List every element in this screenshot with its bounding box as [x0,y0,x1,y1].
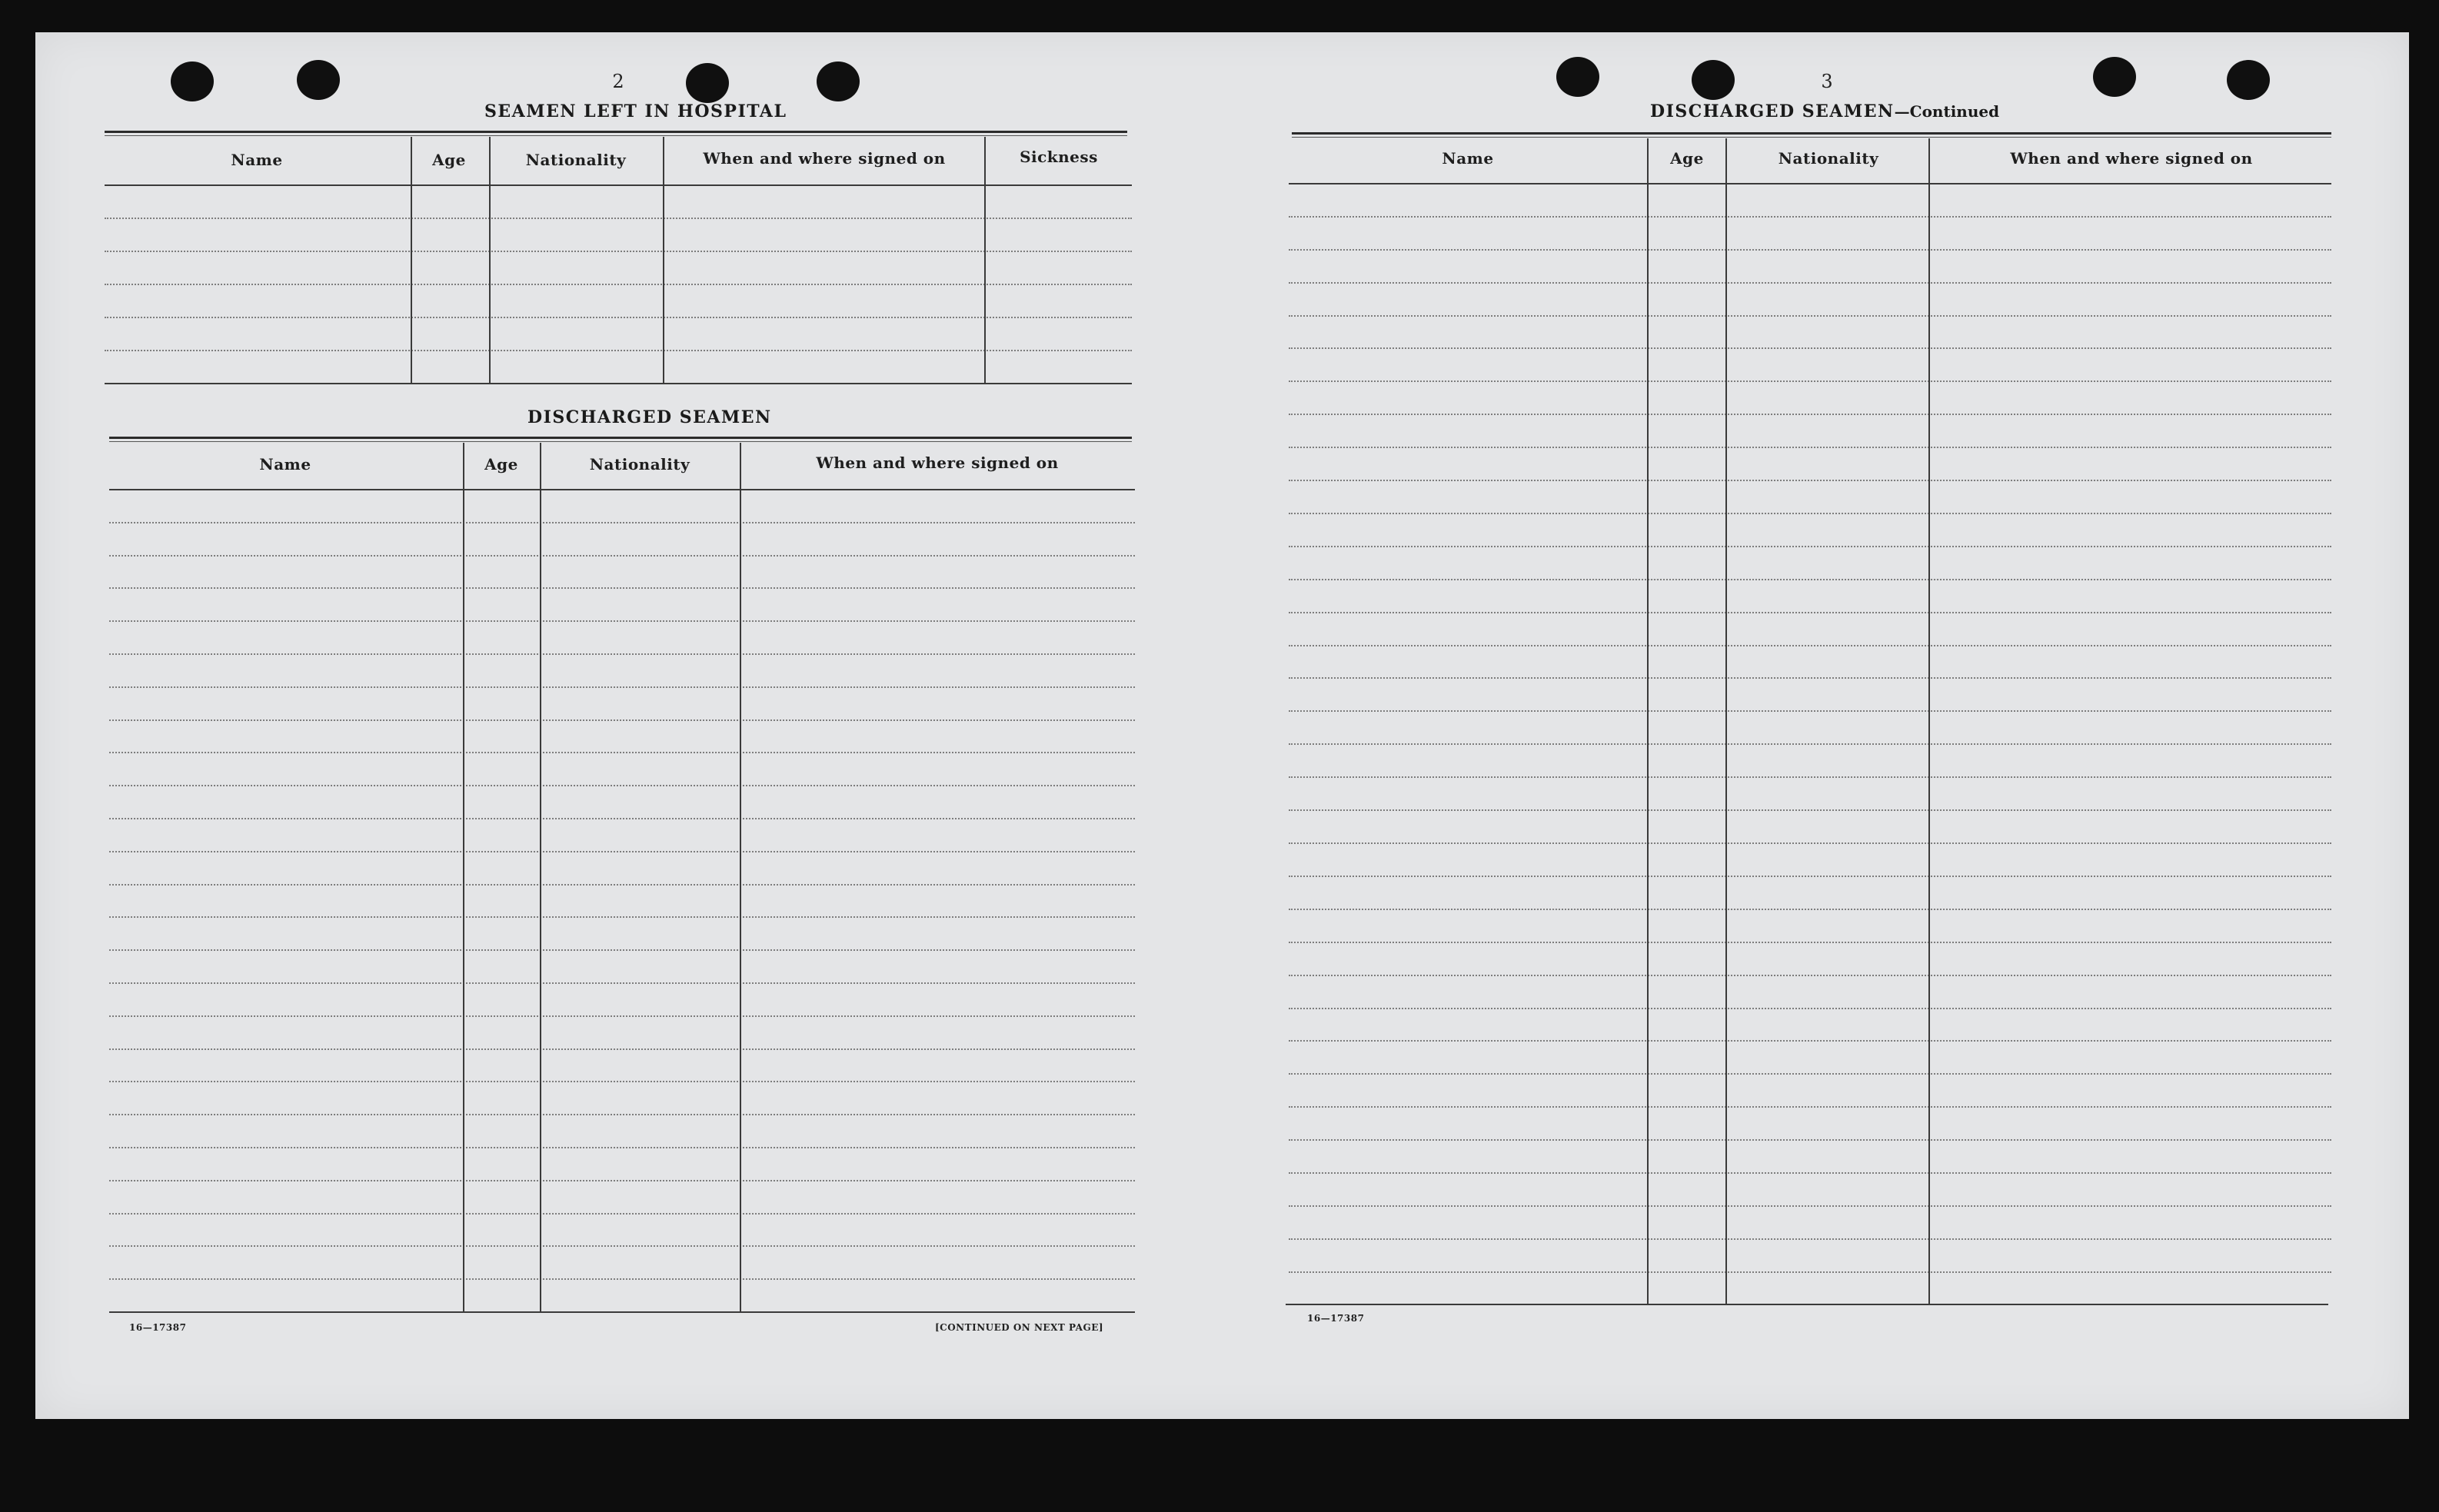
entry-row [1289,710,2331,712]
section-bottom-rule [1286,1304,2328,1305]
entry-row [1289,579,2331,580]
punch-hole [817,61,860,101]
form-number: 16—17387 [1307,1313,1365,1324]
discharged-continued-title [1650,101,1999,121]
entry-row [1289,1139,2331,1141]
column-header: Nationality [1778,149,1879,168]
header-separator [105,184,1132,186]
entry-row [109,1245,1135,1247]
punch-hole [1692,60,1735,100]
entry-row [109,653,1135,655]
entry-row [1289,909,2331,910]
entry-row [1289,282,2331,284]
entry-row [1289,842,2331,844]
punch-hole [2093,57,2136,97]
entry-row [1289,315,2331,317]
column-header: When and where signed on [703,149,946,168]
entry-row [1289,645,2331,646]
punch-hole [2227,60,2270,100]
column-header: Name [1442,149,1494,168]
entry-row [1289,447,2331,448]
entry-row [109,1114,1135,1115]
form-number: 16—17387 [129,1322,187,1333]
entry-row [1289,942,2331,943]
entry-row [109,1213,1135,1215]
entry-row [105,218,1132,219]
entry-row [1289,975,2331,976]
column-divider [663,137,664,384]
page-number: 2 [612,71,624,92]
punch-hole [297,60,340,100]
entry-row [1289,546,2331,547]
entry-row [1289,1172,2331,1174]
entry-row [1289,876,2331,877]
column-header: Name [231,151,283,169]
column-header: Name [259,455,311,474]
section-bottom-rule [109,1311,1135,1313]
column-header: Age [484,455,518,474]
entry-row [109,1278,1135,1280]
column-header: Nationality [589,455,690,474]
column-divider [984,137,986,384]
entry-row [109,1015,1135,1017]
discharged-section-title: DISCHARGED SEAMEN [527,407,772,427]
column-divider [1928,138,1930,1305]
entry-row [109,522,1135,523]
entry-row [1289,612,2331,613]
column-divider [740,443,741,1313]
header-separator [1289,183,2331,184]
column-divider [463,443,464,1313]
entry-row [1289,677,2331,679]
entry-row [109,785,1135,786]
entry-row [1289,480,2331,481]
entry-row [109,555,1135,557]
header-rule [109,437,1132,439]
column-divider [489,137,491,384]
column-header: When and where signed on [2010,149,2253,168]
entry-row [109,851,1135,852]
entry-row [1289,347,2331,349]
page-number: 3 [1821,71,1833,92]
header-rule [105,131,1127,133]
continued-note: [CONTINUED ON NEXT PAGE] [935,1322,1104,1333]
entry-row [109,686,1135,688]
entry-row [1289,743,2331,745]
entry-row [1289,1040,2331,1042]
entry-row [1289,216,2331,218]
entry-row [1289,1073,2331,1075]
column-divider [540,443,541,1313]
column-divider [1647,138,1649,1305]
entry-row [109,884,1135,886]
entry-row [1289,414,2331,415]
entry-row [109,949,1135,951]
entry-row [105,251,1132,252]
punch-hole [686,63,729,103]
title-text: DISCHARGED SEAMEN [1650,101,1895,121]
entry-row [1289,249,2331,251]
entry-row [105,284,1132,285]
entry-row [105,350,1132,351]
section-bottom-rule [105,383,1132,384]
entry-row [1289,1106,2331,1108]
entry-row [1289,1271,2331,1273]
entry-row [109,1180,1135,1181]
entry-row [109,1048,1135,1050]
column-header: When and where signed on [816,454,1059,472]
column-header: Sickness [1020,148,1098,166]
entry-row [1289,513,2331,514]
entry-row [109,982,1135,984]
entry-row [1289,1205,2331,1207]
entry-row [109,1147,1135,1148]
hospital-section-title: SEAMEN LEFT IN HOSPITAL [484,101,787,121]
column-header: Age [1670,149,1704,168]
entry-row [109,587,1135,589]
entry-row [1289,1008,2331,1009]
entry-row [105,317,1132,318]
header-separator [109,489,1135,490]
title-continued: —Continued [1894,102,2000,121]
form-sheet [35,32,2409,1419]
header-rule [1292,132,2331,135]
column-divider [1725,138,1727,1305]
entry-row [1289,776,2331,778]
entry-row [1289,380,2331,382]
entry-row [109,916,1135,918]
entry-row [109,620,1135,622]
entry-row [109,818,1135,819]
entry-row [109,1081,1135,1082]
punch-hole [171,61,214,101]
entry-row [1289,1238,2331,1240]
entry-row [109,752,1135,753]
column-header: Age [432,151,466,169]
column-divider [411,137,412,384]
entry-row [1289,809,2331,811]
column-header: Nationality [525,151,627,169]
punch-hole [1556,57,1599,97]
entry-row [109,719,1135,721]
